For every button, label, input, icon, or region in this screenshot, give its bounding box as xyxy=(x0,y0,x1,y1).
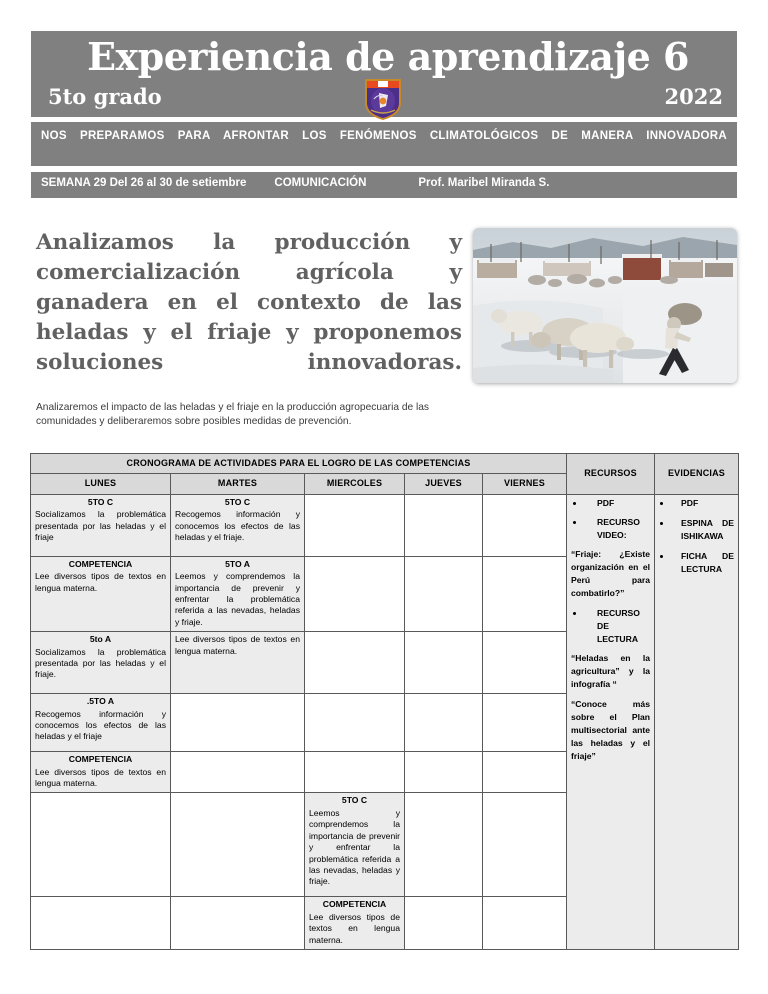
cell-viernes xyxy=(483,793,567,897)
table-body xyxy=(31,494,739,949)
table-row xyxy=(31,494,739,556)
header-subtitle-text: NOS PREPARAMOS PARA AFRONTAR LOS FENÓMENOS CLIMATOLÓGICOS DE MANERA INNOVADORA xyxy=(41,130,727,142)
header-year: 2022 xyxy=(664,84,723,109)
cell-viernes xyxy=(483,494,567,556)
header-week-inner xyxy=(41,177,727,189)
cell-jueves xyxy=(405,556,483,631)
header-week-bar xyxy=(31,172,737,198)
cell-miercoles xyxy=(305,793,405,897)
table-group-header: CRONOGRAMA DE ACTIVIDADES PARA EL LOGRO DE LAS COMPETENCIAS xyxy=(31,454,567,474)
cell-jueves xyxy=(405,793,483,897)
cell-jueves xyxy=(405,494,483,556)
school-shield-emblem-icon xyxy=(361,75,405,121)
cell-heading: COMPETENCIA xyxy=(68,558,133,569)
cell-body: Lee diversos tipos de textos en lengua materna. xyxy=(35,571,166,593)
cell-heading: 5TO C xyxy=(224,496,251,507)
table-header-evidencias: EVIDENCIAS xyxy=(655,454,739,495)
header-area-label: COMUNICACIÓN xyxy=(274,177,367,189)
cell-martes xyxy=(171,494,305,556)
cell-lunes xyxy=(31,556,171,631)
cell-lunes xyxy=(31,632,171,694)
cell-viernes xyxy=(483,897,567,950)
cell-viernes xyxy=(483,556,567,631)
cell-heading: 5TO C xyxy=(87,496,114,507)
evidencias-list xyxy=(659,497,734,576)
list-item: • PDF xyxy=(585,497,650,510)
cell-jueves xyxy=(405,897,483,950)
table-header-viernes: VIERNES xyxy=(483,474,567,494)
header-subtitle-bar xyxy=(31,122,737,166)
schedule-table xyxy=(30,453,739,950)
page-title: Experiencia de aprendizaje 6 xyxy=(87,34,689,79)
recursos-bullet-list-1 xyxy=(571,497,650,542)
cell-body: Socializamos la problemática presentada por las heladas y el friaje. xyxy=(35,646,166,680)
header-week-label: SEMANA 29 Del 26 al 30 de setiembre xyxy=(41,177,247,189)
cell-miercoles xyxy=(305,556,405,631)
cell-lunes xyxy=(31,752,171,793)
cell-evidencias xyxy=(655,494,739,949)
cell-recursos xyxy=(567,494,655,949)
table-header-lunes: LUNES xyxy=(31,474,171,494)
cell-miercoles xyxy=(305,694,405,752)
cell-body: Leemos y comprendemos la importancia de prevenir y enfrentar la problemática referida a las nevadas, heladas y friaje. xyxy=(175,571,300,627)
list-item: • FICHA DE LECTURA xyxy=(672,550,734,576)
cell-heading: 5to A xyxy=(89,634,112,645)
cell-body: Lee diversos tipos de textos en lengua materna. xyxy=(35,766,166,789)
cell-heading: 5TO C xyxy=(341,795,368,806)
cell-viernes xyxy=(483,752,567,793)
table-header-row-group xyxy=(31,454,739,474)
header-grade: 5to grado xyxy=(48,84,162,109)
cell-miercoles xyxy=(305,752,405,793)
list-item: • ESPINA DE ISHIKAWA xyxy=(672,517,734,543)
activity-title: Analizamos la producción y comercialización agrícola y ganadera en el contexto de las heladas y el friaje y proponemos soluciones innovadoras. xyxy=(36,230,462,375)
cell-martes xyxy=(171,694,305,752)
table-header-jueves: JUEVES xyxy=(405,474,483,494)
cell-body: Socializamos la problemática presentada por las heladas y el friaje xyxy=(35,509,166,543)
cell-martes xyxy=(171,632,305,694)
list-item: • RECURSO VIDEO: xyxy=(585,516,650,542)
cell-viernes xyxy=(483,632,567,694)
cell-heading: COMPETENCIA xyxy=(322,899,387,910)
activity-lead-text: Analizaremos el impacto de las heladas y el friaje en la producción agropecuaria de las comunidades y deliberaremos sobre posibles medidas de prevención. xyxy=(36,402,430,427)
cell-body: Recogemos información y conocemos los efectos de las heladas y el friaje xyxy=(35,708,166,742)
cell-miercoles xyxy=(305,897,405,950)
recursos-quote-2: “Heladas en la agricultura” y la infografía “ xyxy=(571,652,650,689)
cell-heading: .5TO A xyxy=(86,696,115,707)
list-item: • RECURSO DE LECTURA xyxy=(585,607,650,646)
cell-martes xyxy=(171,752,305,793)
cell-miercoles xyxy=(305,494,405,556)
cell-heading: 5TO A xyxy=(225,558,250,569)
cell-body: Lee diversos tipos de textos en lengua materna. xyxy=(309,911,400,945)
snow-landscape-illustration xyxy=(473,228,737,383)
cell-martes xyxy=(171,793,305,897)
cell-lunes xyxy=(31,793,171,897)
cell-lunes xyxy=(31,897,171,950)
cell-body: Leemos y comprendemos la importancia de prevenir y enfrentar la problemática referida a las nevadas, heladas y friaje. xyxy=(309,807,400,887)
cell-jueves xyxy=(405,632,483,694)
recursos-quote-1: “Friaje: ¿Existe organización en el Perú para combatirlo?” xyxy=(571,548,650,598)
recursos-quote-3: “Conoce más sobre el Plan multisectorial ante las heladas y el friaje” xyxy=(571,698,650,761)
cover-photo xyxy=(473,228,737,383)
cell-martes xyxy=(171,897,305,950)
cell-body: Recogemos información y conocemos los efectos de las heladas y el friaje. xyxy=(175,509,300,543)
cell-martes xyxy=(171,556,305,631)
recursos-bullet-list-2 xyxy=(571,607,650,646)
table-header-miercoles: MIERCOLES xyxy=(305,474,405,494)
header-teacher-label: Prof. Maribel Miranda S. xyxy=(418,177,550,189)
list-item: • PDF xyxy=(672,497,734,510)
table-header-martes: MARTES xyxy=(171,474,305,494)
header-title-bar xyxy=(31,31,737,117)
cell-miercoles xyxy=(305,632,405,694)
cell-lunes xyxy=(31,694,171,752)
cell-jueves xyxy=(405,694,483,752)
cell-lunes xyxy=(31,494,171,556)
table-header-recursos: RECURSOS xyxy=(567,454,655,495)
cell-body: Lee diversos tipos de textos en lengua materna. xyxy=(175,634,300,656)
cell-heading: COMPETENCIA xyxy=(68,754,133,765)
cell-viernes xyxy=(483,694,567,752)
cell-jueves xyxy=(405,752,483,793)
